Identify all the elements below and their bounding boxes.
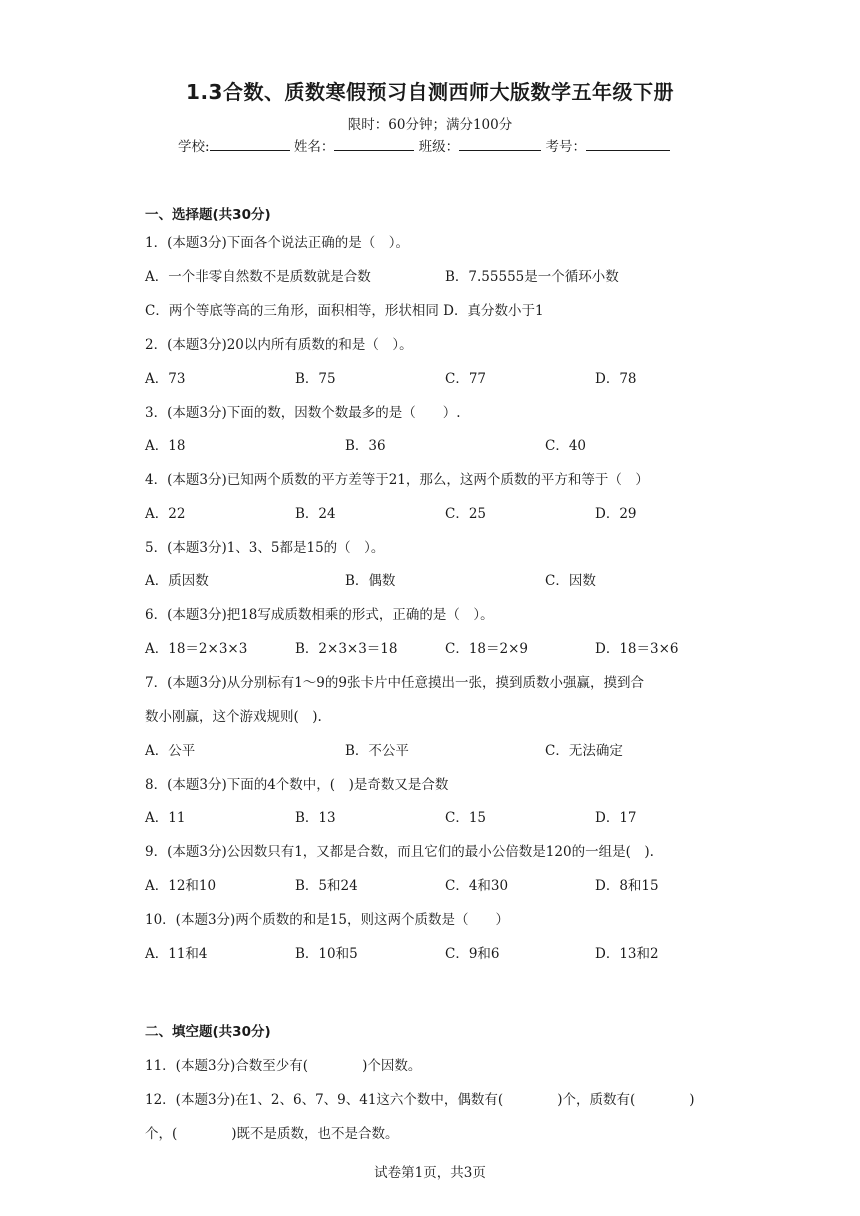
- question-1: 1．(本题3分)下面各个说法正确的是（ ）。: [145, 235, 409, 251]
- q2-option-a[interactable]: A．73: [145, 371, 186, 387]
- q8-option-a[interactable]: A．11: [145, 810, 186, 826]
- question-8: 8．(本题3分)下面的4个数中，( )是奇数又是合数: [145, 777, 449, 793]
- q8-option-d[interactable]: D．17: [595, 810, 637, 826]
- q7-option-c[interactable]: C．无法确定: [545, 743, 623, 759]
- q8-option-b[interactable]: B．13: [295, 810, 336, 826]
- name-label: 姓名：: [293, 139, 335, 155]
- q6-option-a[interactable]: A．18＝2×3×3: [145, 641, 248, 657]
- q2-option-b[interactable]: B．75: [295, 371, 336, 387]
- q6-option-b[interactable]: B．2×3×3＝18: [295, 641, 398, 657]
- q5-option-a[interactable]: A．质因数: [145, 573, 209, 589]
- q2-option-c[interactable]: C．77: [445, 371, 487, 387]
- question-6: 6．(本题3分)把18写成质数相乘的形式，正确的是（ ）。: [145, 607, 494, 623]
- q7-option-a[interactable]: A．公平: [145, 743, 196, 759]
- q10-option-b[interactable]: B．10和5: [295, 946, 358, 962]
- class-label: 班级：: [418, 139, 460, 155]
- q4-option-b[interactable]: B．24: [295, 506, 336, 522]
- question-2: 2．(本题3分)20以内所有质数的和是（ ）。: [145, 337, 413, 353]
- question-10: 10．(本题3分)两个质数的和是15，则这两个质数是（ ）: [145, 912, 509, 928]
- q4-option-a[interactable]: A．22: [145, 506, 186, 522]
- question-9: 9．(本题3分)公因数只有1，又都是合数，而且它们的最小公倍数是120的一组是( ).: [145, 844, 654, 860]
- q8-option-c[interactable]: C．15: [445, 810, 487, 826]
- section-heading-choice: 一、选择题(共30分): [145, 207, 271, 223]
- q10-option-c[interactable]: C．9和6: [445, 946, 500, 962]
- section-heading-fill-in: 二、填空题(共30分): [145, 1024, 271, 1040]
- exam-no-label: 考号：: [545, 139, 586, 155]
- q6-option-d[interactable]: D．18＝3×6: [595, 641, 679, 657]
- page-footer: 试卷第1页，共3页: [374, 1165, 486, 1181]
- name-field[interactable]: [334, 136, 414, 151]
- q1-option-b[interactable]: B．7.55555是一个循环小数: [445, 269, 619, 285]
- question-11: 11．(本题3分)合数至少有( )个因数。: [145, 1058, 422, 1074]
- question-7-line-2: 数小刚赢，这个游戏规则( ).: [145, 709, 322, 725]
- q1-option-cd[interactable]: C．两个等底等高的三角形，面积相等，形状相同 D．真分数小于1: [145, 303, 544, 319]
- question-12-line-2: 个，( )既不是质数，也不是合数。: [145, 1126, 399, 1142]
- exam-no-field[interactable]: [586, 136, 670, 151]
- q1-option-a[interactable]: A．一个非零自然数不是质数就是合数: [145, 269, 371, 285]
- school-label: 学校:: [178, 139, 210, 155]
- q10-option-a[interactable]: A．11和4: [145, 946, 208, 962]
- q5-option-c[interactable]: C．因数: [545, 573, 596, 589]
- q3-option-c[interactable]: C．40: [545, 438, 587, 454]
- school-field[interactable]: [210, 136, 290, 151]
- q7-option-b[interactable]: B．不公平: [345, 743, 409, 759]
- q3-option-b[interactable]: B．36: [345, 438, 386, 454]
- question-3: 3．(本题3分)下面的数，因数个数最多的是（ ）.: [145, 405, 461, 421]
- q5-option-b[interactable]: B．偶数: [345, 573, 396, 589]
- question-7-line-1: 7．(本题3分)从分别标有1～9的9张卡片中任意摸出一张，摸到质数小强赢，摸到合: [145, 675, 644, 691]
- q9-option-b[interactable]: B．5和24: [295, 878, 358, 894]
- page-title: 1.3合数、质数寒假预习自测西师大版数学五年级下册: [186, 80, 674, 104]
- q9-option-a[interactable]: A．12和10: [145, 878, 217, 894]
- q6-option-c[interactable]: C．18＝2×9: [445, 641, 528, 657]
- q9-option-d[interactable]: D．8和15: [595, 878, 659, 894]
- q3-option-a[interactable]: A．18: [145, 438, 186, 454]
- time-limit: 限时：60分钟；满分100分: [347, 117, 513, 133]
- q9-option-c[interactable]: C．4和30: [445, 878, 509, 894]
- q10-option-d[interactable]: D．13和2: [595, 946, 659, 962]
- q2-option-d[interactable]: D．78: [595, 371, 637, 387]
- question-4: 4．(本题3分)已知两个质数的平方差等于21，那么，这两个质数的平方和等于（ ）: [145, 472, 649, 488]
- q4-option-c[interactable]: C．25: [445, 506, 487, 522]
- question-5: 5．(本题3分)1、3、5都是15的（ ）。: [145, 540, 385, 556]
- question-12-line-1: 12．(本题3分)在1、2、6、7、9、41这六个数中，偶数有( )个，质数有( ): [145, 1092, 695, 1108]
- student-info: [178, 135, 670, 155]
- q4-option-d[interactable]: D．29: [595, 506, 637, 522]
- class-field[interactable]: [459, 136, 541, 151]
